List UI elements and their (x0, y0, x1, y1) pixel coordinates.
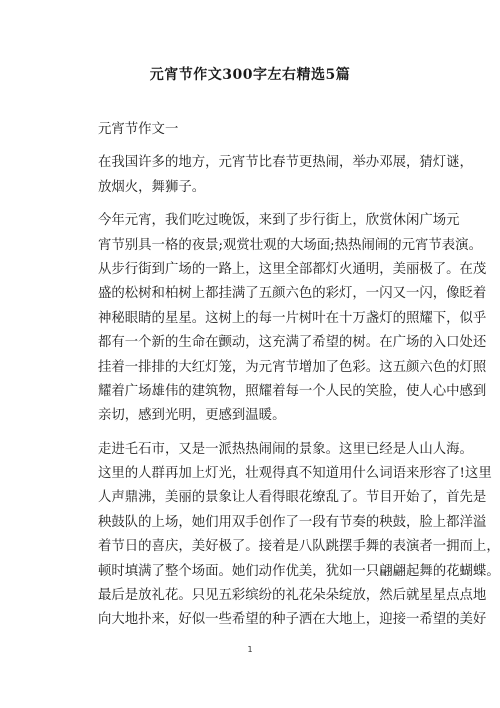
paragraph-line: 在我国许多的地方，元宵节比春节更热闹，举办邓展，猜灯谜， (98, 155, 473, 171)
paragraph-line: 这里的人群再加上灯光，壮观得真不知道用什么词语来形容了!这里 (98, 466, 492, 482)
page-number: 1 (247, 645, 253, 654)
paragraph-line: 神秘眼睛的星星。这树上的每一片树叶在十万盏灯的照耀下，似乎 (98, 310, 487, 326)
spacer (98, 142, 424, 151)
paragraph-line: 放烟火，舞狮子。 (98, 179, 206, 195)
paragraph-3 (98, 438, 500, 633)
paragraph-line: 最后是放礼花。只见五彩缤纷的礼花朵朵绽放，然后就星星点点地 (98, 588, 487, 604)
paragraph-line: 顿时填满了整个场面。她们动作优美，犹如一只翩翩起舞的花蝴蝶。 (98, 563, 500, 579)
paragraph-line: 都有一个新的生命在颤动，这充满了希望的树。在广场的入口处还 (98, 335, 487, 351)
paragraph-line: 走进乇石市，又是一派热热闹闹的景象。这里已经是人山人海。 (98, 441, 473, 457)
spacer (98, 200, 424, 209)
paragraph-line: 亲切，感到光明，更感到温暖。 (98, 408, 286, 424)
spacer (98, 429, 424, 438)
paragraph-line: 秧鼓队的上场，她们用双手创作了一段有节奏的秧鼓，脸上都洋溢 (98, 514, 487, 530)
paragraph-line: 今年元宵，我们吃过晚饭，来到了步行街上，欣赏休闲广场元 (98, 213, 460, 229)
paragraph-line: 着节日的喜庆，美好极了。接着是八队跳摆手舞的表演者一拥而上， (98, 539, 500, 555)
document-body (98, 118, 500, 633)
paragraph-line: 宵节别具一格的夜景;观赏壮观的大场面;热热闹闹的元宵节表演。 (98, 237, 482, 253)
paragraph-line: 盛的松树和柏树上都挂满了五颜六色的彩灯，一闪又一闪，像眨着 (98, 286, 487, 302)
paragraph-line: 向大地扑来，好似一些希望的种子洒在大地上，迎接一希望的美好 (98, 612, 487, 628)
paragraph-1 (98, 151, 473, 200)
paragraph-line: 人声鼎沸，美丽的景象让人看得眼花缭乱了。节目开始了，首先是 (98, 490, 487, 506)
section-heading: 元宵节作文一 (98, 122, 179, 137)
paragraph-2 (98, 209, 487, 429)
paragraph-line: 挂着一排排的大红灯笼，为元宵节增加了色彩。这五颜六色的灯照 (98, 359, 487, 375)
document-title: 元宵节作文300字左右精选5篇 (149, 67, 351, 83)
paragraph-line: 从步行街到广场的一路上，这里全部都灯火通明，美丽极了。在茂 (98, 261, 487, 277)
paragraph-line: 耀着广场雄伟的建筑物，照耀着每一个人民的笑脸，使人心中感到 (98, 383, 487, 399)
